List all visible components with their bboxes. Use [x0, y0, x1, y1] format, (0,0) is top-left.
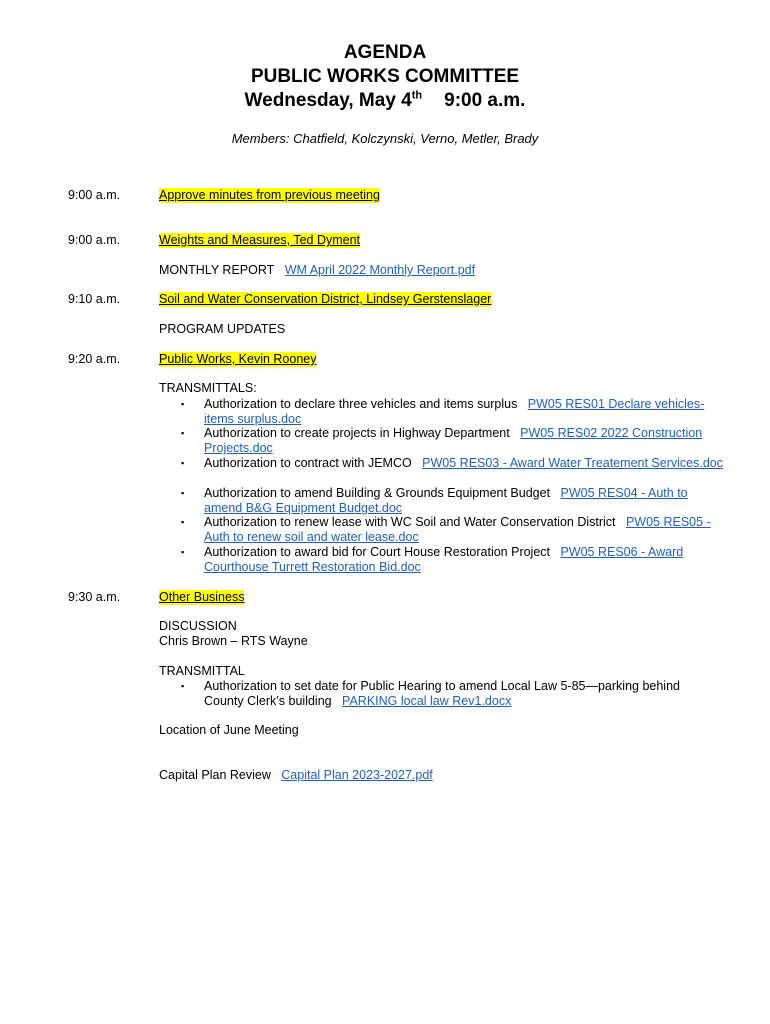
- meeting-time: 9:00 a.m.: [444, 90, 526, 111]
- agenda-topic: Public Works, Kevin Rooney: [159, 352, 317, 366]
- document-link[interactable]: PW05 RES02 2022 Construction Projects.doc: [204, 426, 703, 455]
- document-link[interactable]: PW05 RES04 - Auth to amend B&G Equipment Budget.doc: [204, 486, 688, 515]
- document-link[interactable]: PW05 RES03 - Award Water Treatement Services.doc: [422, 456, 723, 470]
- location-text: Location of June Meeting: [159, 723, 299, 737]
- bullet-icon: ▪: [181, 428, 185, 438]
- monthly-report-line: [159, 263, 475, 278]
- list-item-text: Authorization to contract with JEMCO: [204, 456, 412, 470]
- monthly-report-label: MONTHLY REPORT: [159, 263, 275, 277]
- meeting-day: Wednesday, May 4: [244, 90, 412, 111]
- time-slot: 9:30 a.m.: [68, 590, 121, 604]
- agenda-topic: Weights and Measures, Ted Dyment: [159, 233, 361, 247]
- monthly-report-link[interactable]: WM April 2022 Monthly Report.pdf: [284, 263, 476, 277]
- list-item-text: Authorization to set date for Public Hearing to amend Local Law 5-85—parking behind County Clerk’s building: [204, 679, 680, 708]
- bullet-icon: ▪: [181, 399, 185, 409]
- list-item: [204, 397, 724, 427]
- list-item-text: Authorization to award bid for Court House Restoration Project: [204, 545, 551, 559]
- list-item: [204, 456, 724, 471]
- bullet-icon: ▪: [181, 488, 185, 498]
- committee-title: PUBLIC WORKS COMMITTEE: [250, 66, 520, 87]
- time-slot: 9:20 a.m.: [68, 352, 121, 366]
- meeting-date: [0, 89, 770, 113]
- time-slot: 9:00 a.m.: [68, 233, 121, 247]
- document-link[interactable]: PW05 RES01 Declare vehicles-items surplus.doc: [204, 397, 705, 426]
- document-link[interactable]: PW05 RES06 - Award Courthouse Turrett Restoration Bid.doc: [204, 545, 684, 574]
- discussion-text: Chris Brown – RTS Wayne: [159, 634, 308, 648]
- document-link[interactable]: PW05 RES05 - Auth to renew soil and water lease.doc: [204, 515, 711, 544]
- agenda-title: AGENDA: [343, 42, 427, 63]
- members-line: Members: Chatfield, Kolczynski, Verno, Metler, Brady: [231, 131, 539, 146]
- transmittals-label: TRANSMITTALS:: [159, 381, 257, 395]
- bullet-icon: ▪: [181, 458, 185, 468]
- discussion-label: DISCUSSION: [159, 619, 237, 633]
- capital-plan-line: [159, 768, 433, 783]
- agenda-topic: Soil and Water Conservation District, Lindsey Gerstenslager: [159, 292, 492, 306]
- capital-plan-label: Capital Plan Review: [159, 768, 271, 782]
- transmittal-label: TRANSMITTAL: [159, 664, 245, 678]
- list-item: [204, 679, 704, 709]
- program-updates-label: PROGRAM UPDATES: [159, 322, 286, 336]
- list-item: [204, 486, 724, 516]
- list-item-text: Authorization to create projects in Highway Department: [204, 426, 510, 440]
- capital-plan-link[interactable]: Capital Plan 2023-2027.pdf: [281, 768, 433, 782]
- list-item-text: Authorization to declare three vehicles and items surplus: [204, 397, 518, 411]
- meeting-day-suffix: th: [411, 89, 423, 102]
- list-item: [204, 515, 724, 545]
- agenda-topic: Approve minutes from previous meeting: [159, 188, 380, 202]
- agenda-topic: Other Business: [159, 590, 245, 604]
- list-item-text: Authorization to amend Building & Grounds Equipment Budget: [204, 486, 551, 500]
- list-item: [204, 426, 724, 456]
- time-slot: 9:10 a.m.: [68, 292, 121, 306]
- list-item: [204, 545, 724, 575]
- document-link[interactable]: PARKING local law Rev1.docx: [342, 694, 512, 708]
- bullet-icon: ▪: [181, 681, 185, 691]
- time-slot: 9:00 a.m.: [68, 188, 121, 202]
- bullet-icon: ▪: [181, 517, 185, 527]
- bullet-icon: ▪: [181, 547, 185, 557]
- list-item-text: Authorization to renew lease with WC Soil and Water Conservation District: [204, 515, 616, 529]
